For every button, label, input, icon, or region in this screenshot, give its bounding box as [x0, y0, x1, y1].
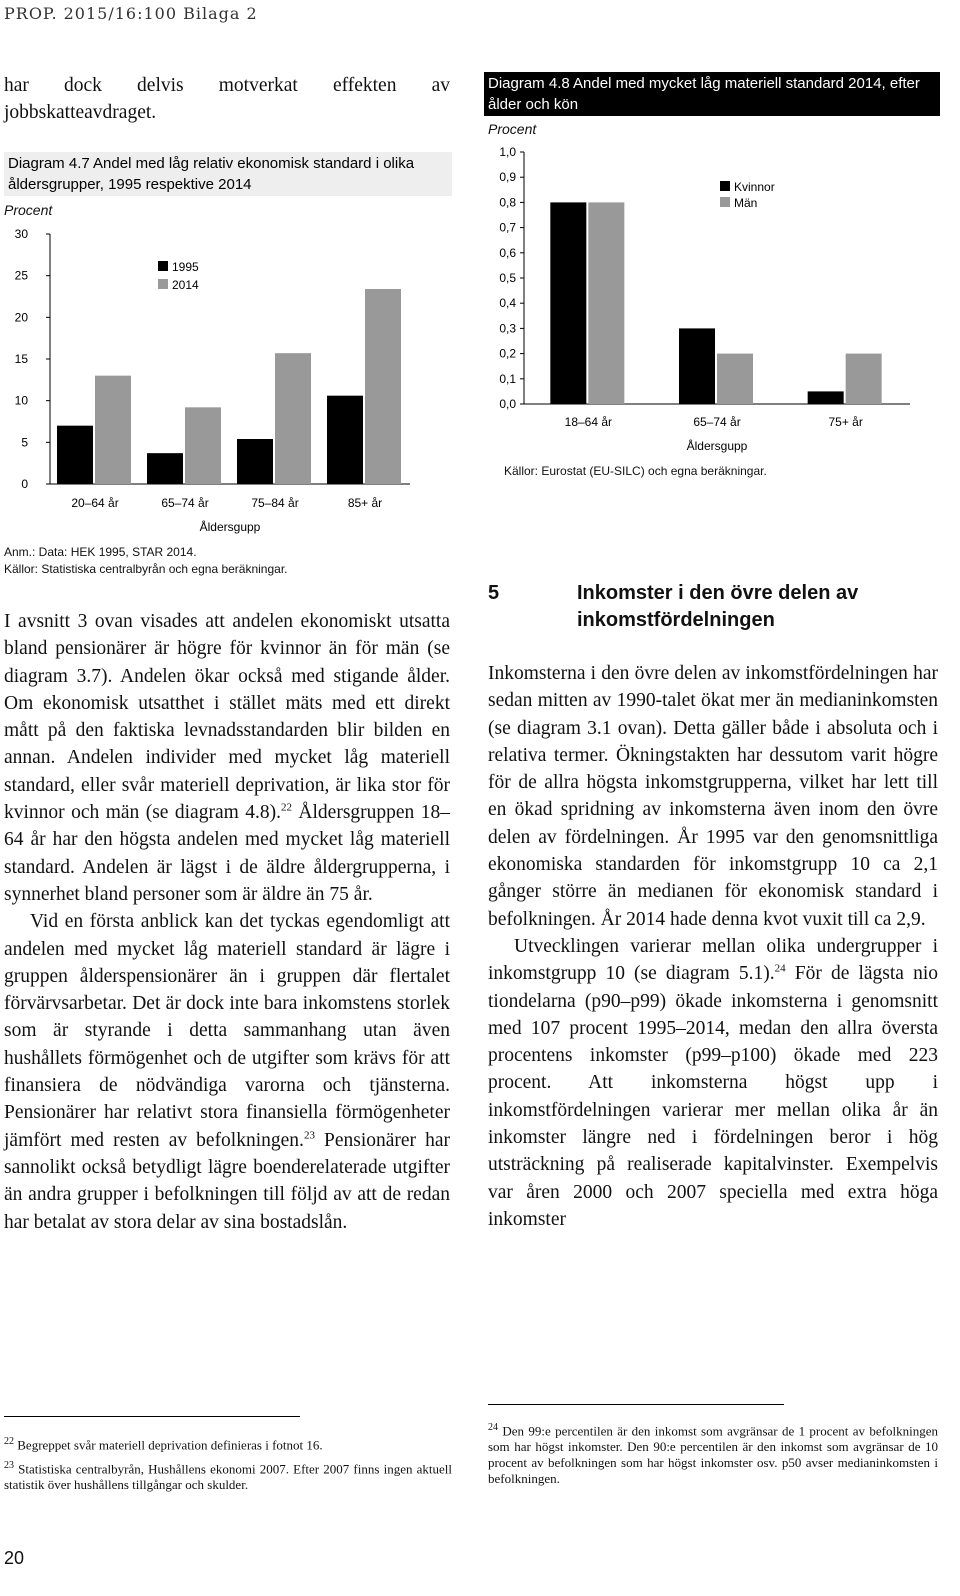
- x-axis-title: Åldersgupp: [686, 439, 748, 453]
- diagram-4-7-unit: Procent: [4, 202, 53, 218]
- bar-2014: [95, 376, 131, 484]
- right-p2-text-b: För de lägsta nio tiondelarna (p90–p99) ökade inkomsterna i genomsnitt med 107 procent 1995–2014, medan den allra översta procentens inkomster (p99–p100) ökade med 223 procent. Att inkomsterna högst upp i inkomstfördelningen varierar mer mellan olika år än inkomster längre ned i fördelningen beror i hög utsträckning på realiserade kapitalvinster. Exempelvis var åren 2000 och 2007 speciella med extra höga inkomster: [488, 963, 938, 1230]
- left-p2-text-b: Pensionärer har sannolikt också betydligt lägre boenderelaterade utgifter än andra grupper i befolkningen till följd av att de redan har betalat av stora delar av sina bostadslån.: [4, 1129, 451, 1233]
- section-number: 5: [488, 582, 500, 604]
- legend-label: 2014: [172, 278, 199, 292]
- bar-2014: [365, 289, 401, 484]
- diagram-4-8-title: Diagram 4.8 Andel med mycket låg materiell standard 2014, efter ålder och kön: [484, 72, 940, 116]
- bar-män: [846, 354, 882, 404]
- right-body: [488, 660, 938, 1233]
- legend-label: Män: [734, 196, 758, 210]
- legend-swatch: [720, 197, 730, 207]
- y-tick-label: 0,8: [499, 195, 516, 210]
- diagram-4-8-unit: Procent: [488, 121, 537, 137]
- bar-män: [588, 202, 624, 404]
- y-tick-label: 1,0: [499, 145, 516, 159]
- x-category-label: 20–64 år: [71, 496, 119, 510]
- y-tick-label: 0,4: [499, 296, 516, 311]
- intro-text: har dock delvis motverkat effekten av jobbskatteavdraget.: [4, 75, 450, 124]
- y-tick-label: 0,2: [499, 346, 516, 361]
- x-category-label: 18–64 år: [564, 415, 613, 429]
- y-tick-label: 0,3: [499, 321, 516, 336]
- y-tick-label: 0,9: [499, 170, 516, 185]
- footnote-rule-left: [4, 1416, 300, 1417]
- intro-paragraph: [4, 72, 450, 127]
- left-paragraph-1: [4, 608, 450, 908]
- diagram-4-7-chart: [0, 222, 450, 540]
- y-tick-label: 0: [21, 477, 28, 491]
- left-p1-text-a: I avsnitt 3 ovan visades att andelen ekonomiskt utsatta bland pensionärer är högre för kvinnor än för män (se diagram 3.7). Andelen ökar också med stigande ålder. Om ekonomisk utsatthet i stället mäts med ett direkt mått på den faktiska levnadsstandarden blir bilden en annan. Andelen individer med mycket låg materiell standard, eller svår materiell deprivation, är lika stor för kvinnor och män (se diagram 4.8).: [4, 611, 450, 824]
- bar-1995: [147, 453, 183, 484]
- legend-swatch: [720, 181, 730, 191]
- bar-2014: [275, 353, 311, 484]
- x-category-label: 75–84 år: [251, 496, 299, 510]
- bar-1995: [57, 426, 93, 484]
- footnote-ref-22[interactable]: 22: [280, 801, 292, 814]
- bar-kvinnor: [679, 328, 715, 404]
- right-paragraph-1: Inkomsterna i den övre delen av inkomstfördelningen har sedan mitten av 1990-talet ökat mer än medianinkomsten (se diagram 3.1 ovan). Detta gäller både i absoluta och i relativa termer. Ökningstakten har dessutom varit högre för de allra högsta inkomstgrupperna, vilket har lett till en ökad spridning av inkomsterna även inom den övre delen av fördelningen. År 1995 var den genomsnittliga ekonomiska standarden för inkomstgrupp 10 ca 2,1 gånger större än medianen för ekonomisk standard i befolkningen. År 2014 hade denna kvot vuxit till ca 2,9.: [488, 663, 938, 930]
- bar-kvinnor: [808, 391, 844, 404]
- legend-swatch: [158, 261, 168, 271]
- x-category-label: 85+ år: [347, 496, 383, 510]
- left-p1-text-b: Åldersgruppen 18–64 år har den högsta andelen med mycket låg materiell standard. Andelen är lägst i de äldre åldergrupperna, i synnerhet bland personer som är äldre än 75 år.: [4, 802, 451, 905]
- legend-label: 1995: [172, 260, 199, 274]
- legend-label: Kvinnor: [734, 180, 775, 194]
- footnote-rule-right: [488, 1404, 784, 1405]
- diagram-4-8-source: Källor: Eurostat (EU-SILC) och egna beräkningar.: [504, 464, 767, 478]
- diagram-4-7-source: Källor: Statistiska centralbyrån och egna beräkningar.: [4, 562, 288, 576]
- bar-2014: [185, 407, 221, 484]
- x-category-label: 65–74 år: [161, 496, 209, 510]
- bar-1995: [237, 439, 273, 484]
- footnote-22-number: 22: [4, 1436, 14, 1447]
- y-tick-label: 5: [21, 435, 28, 450]
- running-header: PROP. 2015/16:100 Bilaga 2: [4, 4, 258, 23]
- x-category-label: 75+ år: [828, 415, 863, 429]
- left-body: [4, 608, 450, 1236]
- y-tick-label: 0,0: [499, 397, 516, 411]
- footnote-23-text: Statistiska centralbyrån, Hushållens ekonomi 2007. Efter 2007 finns ingen aktuell statistik över hushållens tillgångar och skulder.: [4, 1461, 453, 1493]
- y-tick-label: 20: [14, 310, 28, 325]
- left-paragraph-2: [4, 908, 450, 1236]
- diagram-4-7-anm: Anm.: Data: HEK 1995, STAR 2014.: [4, 545, 197, 559]
- x-axis-title: Åldersgupp: [199, 520, 261, 534]
- diagram-4-7-title: Diagram 4.7 Andel med låg relativ ekonomisk standard i olika åldersgrupper, 1995 respektive 2014: [4, 152, 452, 196]
- footnote-24-number: 24: [488, 1422, 498, 1433]
- y-tick-label: 0,6: [499, 245, 516, 260]
- x-category-label: 65–74 år: [693, 415, 741, 429]
- y-tick-label: 0,1: [499, 371, 516, 386]
- footnote-24: [488, 1420, 938, 1487]
- footnote-23-number: 23: [4, 1460, 14, 1471]
- footnote-22: [4, 1434, 452, 1453]
- legend-swatch: [158, 279, 168, 289]
- footnote-ref-24[interactable]: 24: [774, 962, 786, 975]
- bar-män: [717, 354, 753, 404]
- right-paragraph-2: [488, 933, 938, 1233]
- page-number: 20: [4, 1548, 25, 1568]
- bar-1995: [327, 396, 363, 484]
- y-tick-label: 0,7: [499, 220, 516, 235]
- right-p2-text-a: Utvecklingen varierar mellan olika undergrupper i inkomstgrupp 10 (se diagram 5.1).: [488, 935, 938, 985]
- y-tick-label: 25: [14, 268, 28, 283]
- bar-kvinnor: [550, 202, 586, 404]
- left-p2-text-a: Vid en första anblick kan det tyckas egendomligt att andelen med mycket låg materiell standard är lägre i gruppen ålderspensionärer än i gruppen där flertalet förvärvsarbetar. Det är dock inte bara inkomstens storlek som är styrande i detta sammanhang utan även hushållets förmögenhet och de utgifter som krävs för att finansiera de nödvändiga varorna och tjänsterna. Pensionärer har relativt stora finansiella förmögenheter jämfört med resten av befolkningen.: [4, 911, 450, 1151]
- footnote-ref-23[interactable]: 23: [303, 1129, 315, 1142]
- y-tick-label: 10: [14, 393, 28, 408]
- y-tick-label: 30: [14, 227, 28, 241]
- footnote-23: [4, 1458, 452, 1493]
- footnote-24-text: Den 99:e percentilen är den inkomst som avgränsar de 1 procent av befolkningen som har högst inkomster. Den 90:e percentilen är den inkomst som avgränsar de 10 procent av befolkningen som har högst inkomster osv. p50 avser medianinkomsten i befolkningen.: [488, 1423, 938, 1487]
- section-title: Inkomster i den övre delen av inkomstfördelningen: [577, 582, 859, 631]
- footnote-22-text: Begreppet svår materiell deprivation definieras i fotnot 16.: [17, 1437, 323, 1453]
- diagram-4-8-chart: [484, 140, 940, 458]
- y-tick-label: 0,5: [499, 271, 516, 285]
- y-tick-label: 15: [14, 352, 28, 366]
